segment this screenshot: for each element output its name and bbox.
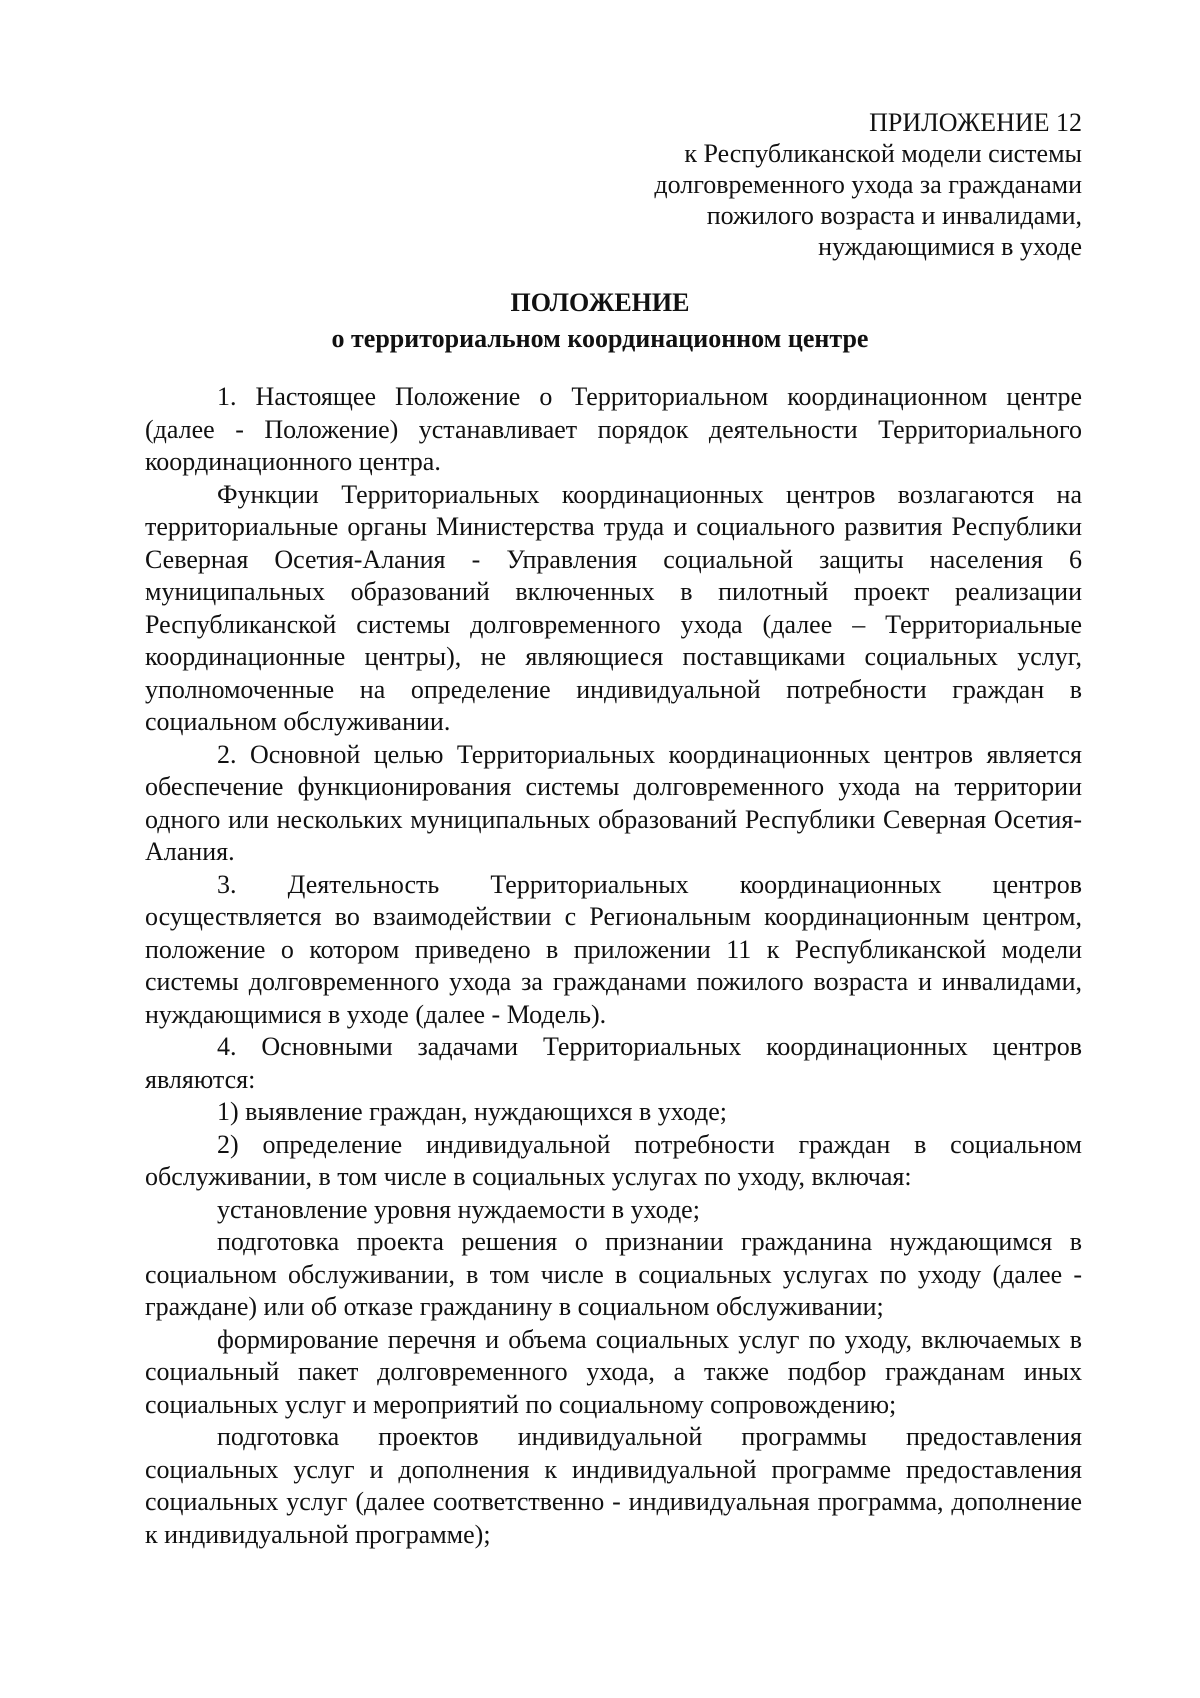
document-body [145, 381, 1082, 1551]
paragraph: 2. Основной целью Территориальных координационных центров является обеспечение функционирования системы долговременного ухода на территории одного или нескольких муниципальных образований Республики Северная Осетия-Алания. [145, 739, 1082, 866]
paragraph: формирование перечня и объема социальных услуг по уходу, включаемых в социальный пакет долговременного ухода, а также подбор гражданам иных социальных услуг и мероприятий по социальному сопровождению; [145, 1324, 1082, 1419]
paragraph: подготовка проекта решения о признании гражданина нуждающимся в социальном обслуживании, в том числе в социальных услугах по уходу (далее - граждане) или об отказе гражданину в социальном обслуживании; [145, 1227, 1082, 1321]
paragraph: установление уровня нуждаемости в уходе; [217, 1194, 700, 1224]
paragraph: подготовка проектов индивидуальной программы предоставления социальных услуг и дополнения к индивидуальной программе предоставления социальных услуг (далее соответственно - индивидуальная программа, дополнение к индивидуальной программе); [145, 1422, 1082, 1549]
paragraph: 1. Настоящее Положение о Территориальном координационном центре (далее - Положение) устанавливает порядок деятельности Территориального координационного центра. [145, 382, 1082, 476]
paragraph: Функции Территориальных координационных центров возлагаются на территориальные органы Министерства труда и социального развития Республики Северная Осетия-Алания - Управления социальной защиты населения 6 муниципальных образований включенных в пилотный проект реализации Республиканской системы долговременного ухода (далее – Территориальные координационные центры), не являющиеся поставщиками социальных услуг, уполномоченные на определение индивидуальной потребности граждан в социальном обслуживании. [145, 479, 1082, 736]
paragraph: 2) определение индивидуальной потребности граждан в социальном обслуживании, в том числе в социальных услугах по уходу, включая: [145, 1129, 1082, 1191]
appendix-line: к Республиканской модели системы [684, 139, 1082, 168]
document-subtitle: о территориальном координационном центре [331, 324, 869, 353]
paragraph: 4. Основными задачами Территориальных координационных центров являются: [145, 1032, 1082, 1094]
document-title-block [0, 285, 1200, 357]
appendix-line: ПРИЛОЖЕНИЕ 12 [869, 108, 1082, 137]
appendix-line: пожилого возраста и инвалидами, [706, 201, 1082, 230]
paragraph: 1) выявление граждан, нуждающихся в уходе; [217, 1097, 727, 1126]
appendix-header [562, 107, 1082, 262]
appendix-line: долговременного ухода за гражданами [654, 170, 1082, 199]
appendix-line: нуждающимися в уходе [818, 232, 1082, 261]
document-title: ПОЛОЖЕНИЕ [510, 288, 690, 317]
paragraph: 3. Деятельность Территориальных координационных центров осуществляется во взаимодействии с Региональным координационным центром, положение о котором приведено в приложении 11 к Республиканской модели системы долговременного ухода за гражданами пожилого возраста и инвалидами, нуждающимися в уходе (далее - Модель). [145, 869, 1082, 1029]
